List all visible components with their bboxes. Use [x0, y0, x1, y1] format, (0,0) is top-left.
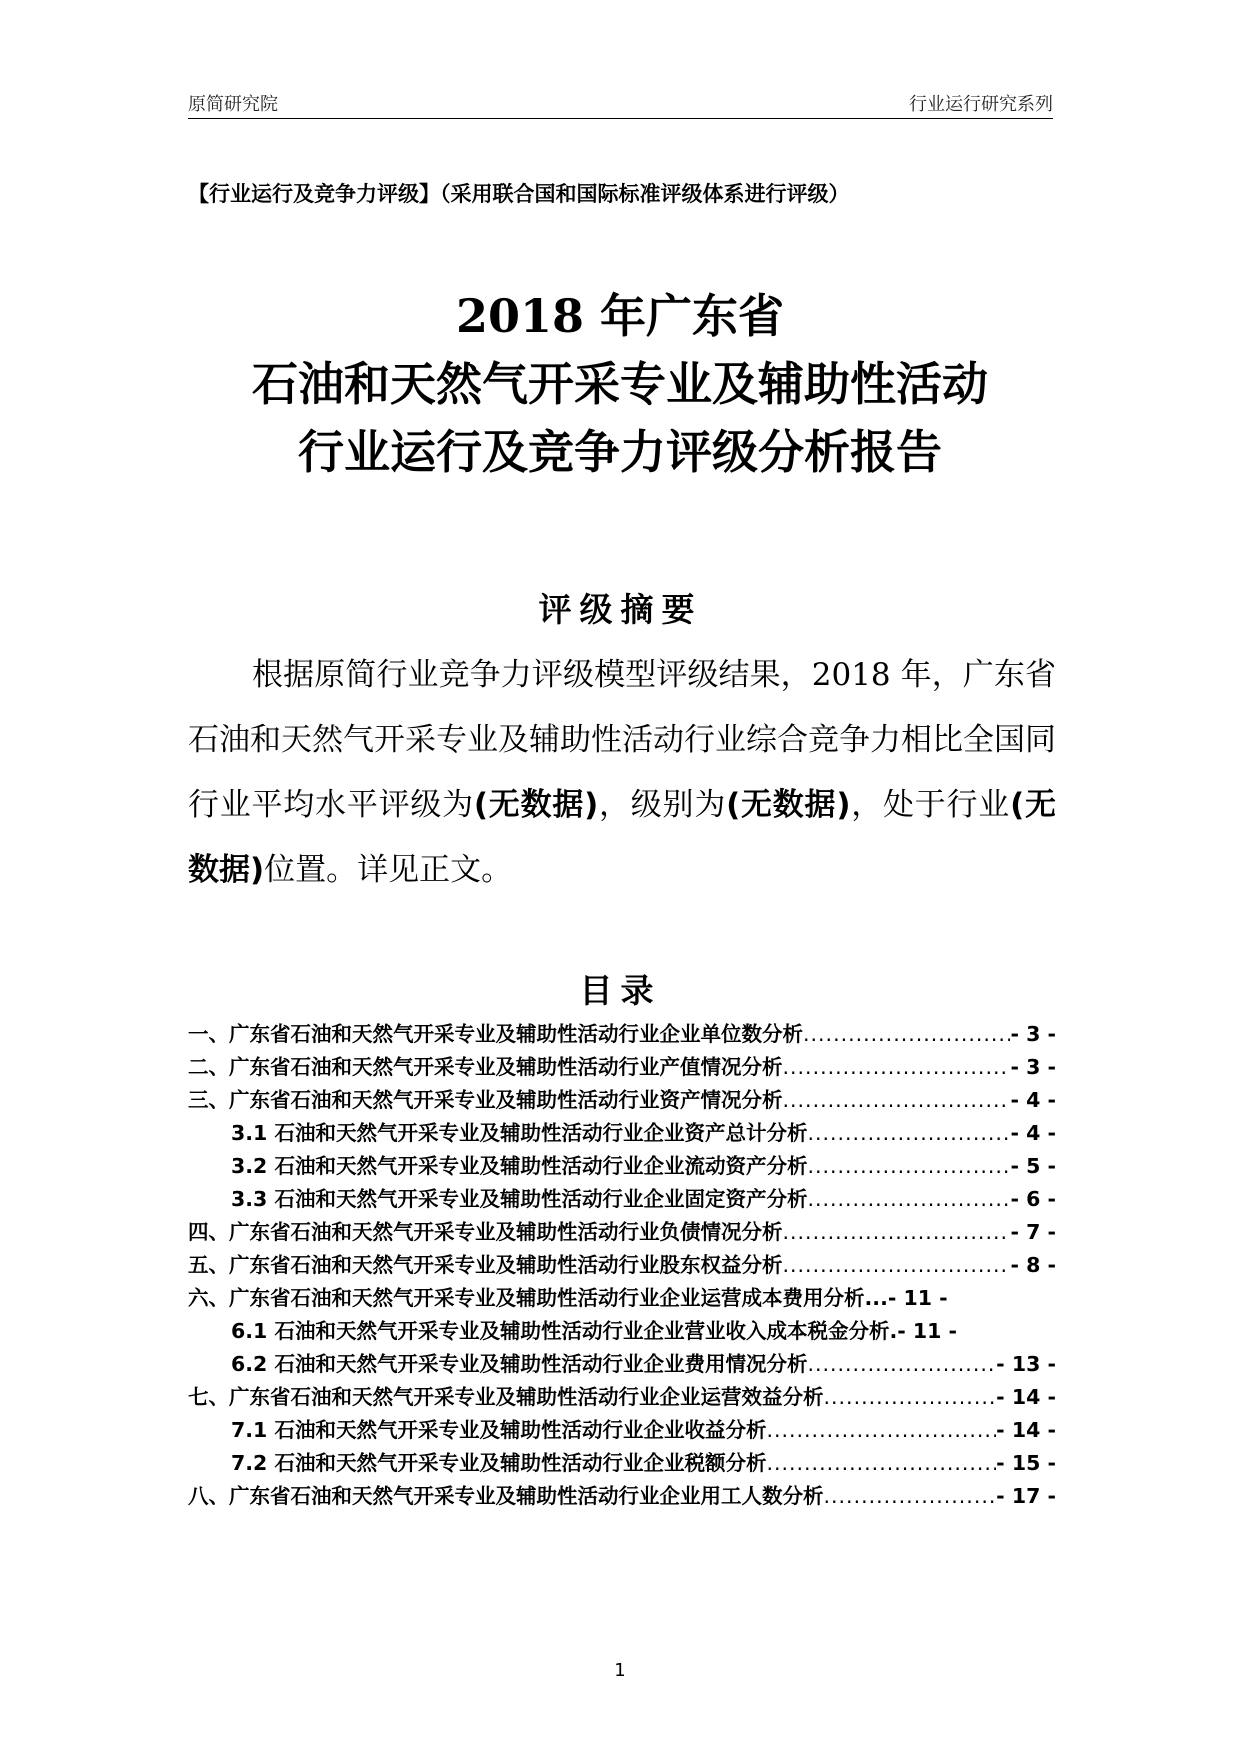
title-line-3: 行业运行及竞争力评级分析报告	[298, 425, 942, 479]
toc-entry-page: - 4 -	[1010, 1088, 1056, 1112]
toc-entry-page: - 8 -	[1010, 1253, 1056, 1277]
rating-system-note: 【行业运行及竞争力评级】（采用联合国和国际标准评级体系进行评级）	[188, 182, 850, 206]
toc-leader-dots	[783, 1051, 1011, 1084]
toc-leader-dots	[824, 1480, 997, 1513]
summary-text-4: 位置。详见正文。	[264, 852, 513, 888]
toc-entry-title: 7.1 石油和天然气开采专业及辅助性活动行业企业收益分析	[231, 1418, 767, 1442]
toc-entry-title: 6.2 石油和天然气开采专业及辅助性活动行业企业费用情况分析	[231, 1352, 808, 1376]
toc-entry-page: - 11 -	[887, 1286, 948, 1310]
page-number: 1	[614, 1660, 626, 1681]
toc-entry-title: 六、广东省石油和天然气开采专业及辅助性活动行业企业运营成本费用分析	[188, 1286, 865, 1310]
toc-entry-page: - 3 -	[1010, 1055, 1056, 1079]
toc-subentry[interactable]	[188, 1348, 1056, 1381]
toc-entry-page: - 14 -	[996, 1418, 1056, 1442]
toc-leader-dots	[807, 1117, 1010, 1150]
toc-leader-dots	[824, 1381, 997, 1414]
toc-leader-dots	[783, 1249, 1011, 1282]
toc-entry-page: - 4 -	[1010, 1121, 1056, 1145]
summary-paragraph	[188, 643, 1056, 903]
summary-text-3: ，处于行业	[850, 787, 1011, 823]
toc-entry-page: - 6 -	[1010, 1187, 1056, 1211]
header-series-name: 行业运行研究系列	[909, 94, 1053, 115]
toc-entry-page: - 3 -	[1010, 1022, 1056, 1046]
summary-position-value: (无数据)	[188, 787, 1057, 888]
toc-subentry[interactable]	[188, 1414, 1056, 1447]
report-title	[150, 282, 1090, 486]
toc-leader-dots	[807, 1183, 1010, 1216]
toc-entry[interactable]	[188, 1216, 1056, 1249]
toc-entry-title: 四、广东省石油和天然气开采专业及辅助性活动行业负债情况分析	[188, 1220, 783, 1244]
toc-leader-dots: .	[889, 1319, 898, 1343]
toc-heading: 目录	[579, 971, 662, 1010]
toc-leader-dots	[807, 1150, 1010, 1183]
toc-entry-page: - 11 -	[897, 1319, 958, 1343]
summary-text-1: 根据原简行业竞争力评级模型评级结果，2018 年，广东省石油和天然气开采专业及辅助性活动行业综合竞争力相比全国同行业平均水平评级为	[188, 657, 1056, 823]
toc-entry-page: - 7 -	[1010, 1220, 1056, 1244]
toc-leader-dots	[766, 1447, 996, 1480]
toc-entry-page: - 13 -	[996, 1352, 1056, 1376]
toc-entry-page: - 15 -	[996, 1451, 1056, 1475]
toc-entry[interactable]	[188, 1051, 1056, 1084]
summary-heading: 评级摘要	[538, 590, 703, 629]
toc-subentry[interactable]	[188, 1315, 1056, 1348]
toc-entry-title: 五、广东省石油和天然气开采专业及辅助性活动行业股东权益分析	[188, 1253, 783, 1277]
toc-entry[interactable]	[188, 1018, 1056, 1051]
toc-leader-dots	[803, 1018, 1010, 1051]
toc-subentry[interactable]	[188, 1447, 1056, 1480]
toc-entry-page: - 5 -	[1010, 1154, 1056, 1178]
page-header	[188, 88, 1053, 119]
toc-subentry[interactable]	[188, 1117, 1056, 1150]
table-of-contents	[188, 1018, 1056, 1513]
summary-text-2: ，级别为	[598, 787, 727, 823]
title-line-1: 2018 年广东省	[455, 289, 785, 343]
toc-entry[interactable]	[188, 1084, 1056, 1117]
toc-leader-dots: ...	[864, 1286, 888, 1310]
toc-entry-title: 3.1 石油和天然气开采专业及辅助性活动行业企业资产总计分析	[231, 1121, 808, 1145]
toc-leader-dots	[783, 1084, 1011, 1117]
toc-entry-page: - 14 -	[996, 1385, 1056, 1409]
toc-leader-dots	[783, 1216, 1011, 1249]
toc-subentry[interactable]	[188, 1150, 1056, 1183]
toc-entry-title: 一、广东省石油和天然气开采专业及辅助性活动行业企业单位数分析	[188, 1022, 803, 1046]
toc-entry[interactable]	[188, 1480, 1056, 1513]
toc-entry-title: 二、广东省石油和天然气开采专业及辅助性活动行业产值情况分析	[188, 1055, 783, 1079]
summary-rating-value: (无数据)	[473, 787, 599, 823]
toc-entry[interactable]	[188, 1282, 1056, 1315]
toc-leader-dots	[766, 1414, 996, 1447]
toc-entry-title: 6.1 石油和天然气开采专业及辅助性活动行业企业营业收入成本税金分析	[231, 1319, 890, 1343]
toc-entry-page: - 17 -	[996, 1484, 1056, 1508]
toc-leader-dots	[807, 1348, 996, 1381]
title-line-2: 石油和天然气开采专业及辅助性活动	[252, 357, 988, 411]
toc-entry-title: 3.2 石油和天然气开采专业及辅助性活动行业企业流动资产分析	[231, 1154, 808, 1178]
toc-entry-title: 七、广东省石油和天然气开采专业及辅助性活动行业企业运营效益分析	[188, 1385, 824, 1409]
toc-entry-title: 三、广东省石油和天然气开采专业及辅助性活动行业资产情况分析	[188, 1088, 783, 1112]
toc-entry-title: 八、广东省石油和天然气开采专业及辅助性活动行业企业用工人数分析	[188, 1484, 824, 1508]
toc-entry[interactable]	[188, 1249, 1056, 1282]
toc-entry-title: 3.3 石油和天然气开采专业及辅助性活动行业企业固定资产分析	[231, 1187, 808, 1211]
header-org-name: 原简研究院	[188, 94, 278, 115]
summary-level-value: (无数据)	[726, 787, 851, 823]
toc-entry-title: 7.2 石油和天然气开采专业及辅助性活动行业企业税额分析	[231, 1451, 767, 1475]
toc-subentry[interactable]	[188, 1183, 1056, 1216]
toc-entry[interactable]	[188, 1381, 1056, 1414]
